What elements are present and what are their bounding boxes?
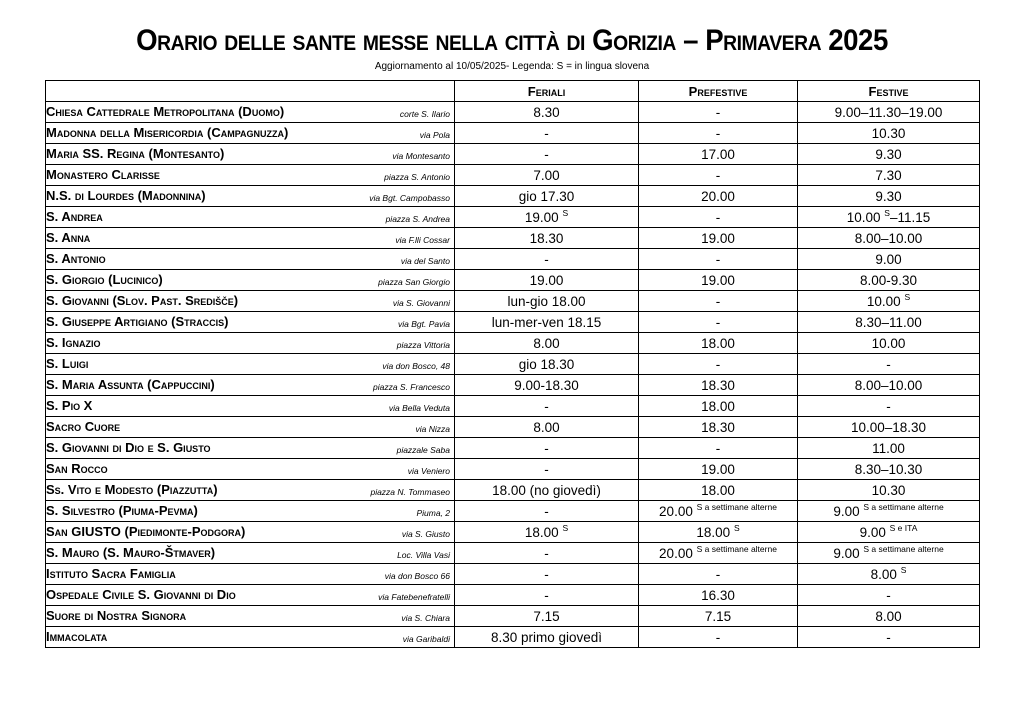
festive-cell	[798, 291, 980, 312]
festive-time: 9.00	[859, 524, 886, 540]
feriali-note: S	[562, 207, 569, 218]
prefestive-time: -	[715, 104, 721, 120]
church-cell	[46, 291, 455, 312]
church-cell	[46, 459, 455, 480]
prefestive-cell	[639, 522, 798, 543]
feriali-time: -	[544, 146, 549, 162]
festive-time: 8.00–10.00	[854, 377, 923, 393]
festive-time: 9.00	[833, 545, 860, 561]
festive-time: 8.30–10.30	[854, 461, 923, 477]
prefestive-cell	[639, 606, 798, 627]
feriali-time: lun-gio 18.00	[507, 293, 586, 309]
church-address: via Garibaldi	[402, 634, 450, 644]
festive-cell	[798, 585, 980, 606]
festive-cell	[798, 480, 980, 501]
church-address: via Veniero	[407, 466, 450, 476]
feriali-cell	[455, 270, 639, 291]
church-name: N.S. di Lourdes (Madonnina)	[46, 188, 206, 203]
table-row	[46, 249, 980, 270]
church-cell	[46, 396, 455, 417]
table-row	[46, 312, 980, 333]
festive-note: S	[904, 291, 911, 302]
church-address: piazza S. Francesco	[372, 382, 450, 392]
feriali-cell	[455, 501, 639, 522]
festive-cell	[798, 522, 980, 543]
feriali-cell	[455, 207, 639, 228]
church-cell	[46, 480, 455, 501]
church-cell	[46, 165, 455, 186]
church-cell	[46, 522, 455, 543]
festive-cell	[798, 333, 980, 354]
church-cell	[46, 606, 455, 627]
church-name: S. Giuseppe Artigiano (Straccis)	[46, 314, 229, 329]
prefestive-time: 19.00	[701, 272, 735, 288]
prefestive-note: S a settimane alterne	[696, 543, 777, 554]
church-address: via don Bosco, 48	[382, 361, 450, 371]
festive-time-extra: –11.15	[889, 209, 931, 225]
table-body	[46, 102, 980, 648]
church-name: S. Pio X	[46, 398, 93, 413]
column-header-festive: Festive	[798, 81, 980, 102]
church-cell	[46, 438, 455, 459]
festive-cell	[798, 102, 980, 123]
festive-cell	[798, 207, 980, 228]
feriali-time: -	[544, 251, 549, 267]
feriali-time: -	[544, 125, 549, 141]
festive-time: 10.00	[846, 209, 881, 225]
page-subtitle: Aggiornamento al 10/05/2025- Legenda: S = in lingua slovena	[374, 61, 650, 72]
feriali-time: 8.00	[533, 335, 560, 351]
table-row	[46, 438, 980, 459]
prefestive-time: 19.00	[701, 230, 735, 246]
feriali-cell	[455, 165, 639, 186]
church-address: via don Bosco 66	[384, 571, 450, 581]
festive-cell	[798, 186, 980, 207]
feriali-cell	[455, 291, 639, 312]
festive-cell	[798, 627, 980, 648]
prefestive-time: 18.00	[701, 482, 735, 498]
header-row	[46, 81, 980, 102]
festive-cell	[798, 606, 980, 627]
church-cell	[46, 186, 455, 207]
feriali-time: -	[544, 587, 549, 603]
column-header-church	[46, 81, 455, 102]
mass-schedule-table	[45, 80, 980, 648]
church-address: via Bgt. Pavia	[398, 319, 450, 329]
table-row	[46, 291, 980, 312]
feriali-time: -	[544, 461, 549, 477]
table-row	[46, 480, 980, 501]
church-address: piazzale Saba	[396, 445, 450, 455]
church-address: via S. Giovanni	[392, 298, 450, 308]
feriali-cell	[455, 438, 639, 459]
church-cell	[46, 249, 455, 270]
feriali-cell	[455, 522, 639, 543]
church-address: piazza S. Antonio	[384, 172, 450, 182]
festive-cell	[798, 543, 980, 564]
church-address: via Bella Veduta	[388, 403, 450, 413]
feriali-time: 8.30 primo giovedì	[490, 629, 603, 645]
table-row	[46, 459, 980, 480]
festive-time: -	[886, 356, 891, 372]
prefestive-cell	[639, 543, 798, 564]
prefestive-cell	[639, 186, 798, 207]
festive-cell	[798, 375, 980, 396]
festive-cell	[798, 123, 980, 144]
festive-cell	[798, 312, 980, 333]
table-row	[46, 543, 980, 564]
prefestive-time: 20.00	[701, 188, 735, 204]
table-row	[46, 396, 980, 417]
prefestive-cell	[639, 228, 798, 249]
prefestive-time: 18.30	[701, 419, 735, 435]
prefestive-time: 18.00	[701, 398, 735, 414]
prefestive-cell	[639, 270, 798, 291]
festive-time: 8.30–11.00	[855, 314, 922, 330]
feriali-time: 8.00	[533, 419, 560, 435]
church-cell	[46, 207, 455, 228]
feriali-cell	[455, 480, 639, 501]
table-row	[46, 627, 980, 648]
table-row	[46, 165, 980, 186]
festive-time: -	[886, 629, 891, 645]
table-row	[46, 270, 980, 291]
festive-time: 9.30	[875, 146, 902, 162]
church-name: San Rocco	[46, 461, 108, 476]
festive-cell	[798, 354, 980, 375]
festive-cell	[798, 249, 980, 270]
feriali-time: -	[544, 440, 549, 456]
church-address: via del Santo	[400, 256, 450, 266]
feriali-note: S	[562, 522, 569, 533]
feriali-time: 19.00	[529, 272, 564, 288]
feriali-time: -	[544, 545, 549, 561]
feriali-cell	[455, 102, 639, 123]
feriali-cell	[455, 228, 639, 249]
feriali-time: 18.30	[529, 230, 564, 246]
church-name: S. Ignazio	[46, 335, 101, 350]
festive-cell	[798, 417, 980, 438]
festive-cell	[798, 501, 980, 522]
church-address: via F.lli Cossar	[395, 235, 450, 245]
prefestive-time: 20.00	[659, 545, 693, 561]
prefestive-cell	[639, 396, 798, 417]
feriali-cell	[455, 627, 639, 648]
feriali-cell	[455, 144, 639, 165]
church-cell	[46, 102, 455, 123]
table-row	[46, 333, 980, 354]
prefestive-cell	[639, 333, 798, 354]
feriali-time: 18.00 (no giovedì)	[492, 482, 601, 498]
church-cell	[46, 543, 455, 564]
feriali-cell	[455, 459, 639, 480]
prefestive-time: 20.00	[659, 503, 693, 519]
festive-time: 10.30	[871, 125, 906, 141]
church-cell	[46, 375, 455, 396]
church-name: S. Andrea	[46, 209, 103, 224]
church-address: piazza N. Tommaseo	[370, 487, 450, 497]
prefestive-cell	[639, 123, 798, 144]
prefestive-time: -	[715, 167, 721, 183]
festive-cell	[798, 438, 980, 459]
church-address: via Bgt. Campobasso	[369, 193, 450, 203]
table-row	[46, 501, 980, 522]
feriali-cell	[455, 333, 639, 354]
prefestive-cell	[639, 144, 798, 165]
church-name: Madonna della Misericordia (Campagnuzza)	[46, 125, 289, 140]
column-header-feriali: Feriali	[455, 81, 639, 102]
feriali-time: -	[544, 566, 549, 582]
church-name: Sacro Cuore	[46, 419, 121, 434]
table-row	[46, 606, 980, 627]
prefestive-cell	[639, 249, 798, 270]
church-address: piazza San Giorgio	[378, 277, 450, 287]
feriali-cell	[455, 375, 639, 396]
feriali-cell	[455, 543, 639, 564]
festive-time: 8.00	[875, 608, 902, 624]
church-name: Immacolata	[46, 629, 108, 644]
prefestive-time: -	[715, 314, 721, 330]
feriali-cell	[455, 585, 639, 606]
prefestive-time: 19.00	[701, 461, 735, 477]
church-name: S. Giorgio (Lucinico)	[46, 272, 163, 287]
table-row	[46, 375, 980, 396]
church-address: via S. Giusto	[401, 529, 450, 539]
prefestive-cell	[639, 207, 798, 228]
festive-cell	[798, 270, 980, 291]
festive-time: 11.00	[872, 440, 905, 456]
church-name: Monastero Clarisse	[46, 167, 160, 182]
church-cell	[46, 123, 455, 144]
table-row	[46, 564, 980, 585]
prefestive-time: -	[715, 356, 721, 372]
prefestive-note: S a settimane alterne	[696, 501, 777, 512]
prefestive-time: 16.30	[701, 587, 735, 603]
prefestive-time: -	[715, 209, 721, 225]
festive-time: 9.30	[875, 188, 902, 204]
prefestive-cell	[639, 438, 798, 459]
prefestive-time: 17.00	[701, 146, 735, 162]
prefestive-cell	[639, 375, 798, 396]
church-name: Maria SS. Regina (Montesanto)	[46, 146, 225, 161]
church-cell	[46, 564, 455, 585]
church-cell	[46, 333, 455, 354]
prefestive-note: S	[733, 522, 740, 533]
church-name: Ospedale Civile S. Giovanni di Dio	[46, 587, 236, 602]
festive-time: 9.00	[875, 251, 902, 267]
church-address: via Montesanto	[392, 151, 450, 161]
feriali-cell	[455, 417, 639, 438]
prefestive-cell	[639, 480, 798, 501]
festive-cell	[798, 165, 980, 186]
feriali-time: -	[544, 398, 549, 414]
church-name: Istituto Sacra Famiglia	[46, 566, 176, 581]
festive-note: S a settimane alterne	[863, 543, 944, 554]
festive-time: 7.30	[875, 167, 902, 183]
church-name: S. Giovanni di Dio e S. Giusto	[46, 440, 211, 455]
prefestive-cell	[639, 627, 798, 648]
church-address: via Nizza	[415, 424, 450, 434]
feriali-time: lun-mer-ven 18.15	[491, 314, 602, 330]
prefestive-cell	[639, 165, 798, 186]
table-row	[46, 354, 980, 375]
church-cell	[46, 270, 455, 291]
festive-time: 10.30	[871, 482, 906, 498]
feriali-cell	[455, 354, 639, 375]
prefestive-cell	[639, 354, 798, 375]
prefestive-time: -	[715, 125, 721, 141]
festive-cell	[798, 564, 980, 585]
prefestive-cell	[639, 417, 798, 438]
festive-cell	[798, 459, 980, 480]
festive-time: 10.00–18.30	[850, 419, 927, 435]
feriali-time: gio 17.30	[518, 188, 575, 204]
feriali-time: 7.00	[533, 167, 560, 183]
church-cell	[46, 354, 455, 375]
prefestive-time: 7.15	[704, 608, 732, 624]
table-row	[46, 102, 980, 123]
feriali-cell	[455, 249, 639, 270]
church-name: S. Luigi	[46, 356, 89, 371]
feriali-time: 9.00-18.30	[514, 377, 579, 393]
church-address: Loc. Villa Vasi	[397, 550, 450, 560]
festive-time: 9.00	[833, 503, 860, 519]
festive-cell	[798, 396, 980, 417]
table-row	[46, 585, 980, 606]
church-name: S. Maria Assunta (Cappuccini)	[46, 377, 215, 392]
festive-note: S	[900, 564, 907, 575]
church-cell	[46, 312, 455, 333]
prefestive-cell	[639, 102, 798, 123]
festive-time: 8.00–10.00	[854, 230, 923, 246]
prefestive-time: -	[715, 566, 721, 582]
festive-time: -	[886, 587, 891, 603]
festive-time: 8.00-9.30	[859, 272, 918, 288]
feriali-time: gio 18.30	[518, 356, 575, 372]
feriali-cell	[455, 606, 639, 627]
table-row	[46, 522, 980, 543]
festive-note: S e ITA	[889, 522, 918, 533]
feriali-time: 18.00	[524, 524, 559, 540]
festive-time: 10.00	[871, 335, 906, 351]
festive-time: 10.00	[866, 293, 901, 309]
church-address: Piuma, 2	[416, 508, 450, 518]
prefestive-time: -	[715, 293, 721, 309]
prefestive-time: 18.30	[701, 377, 735, 393]
feriali-cell	[455, 564, 639, 585]
church-address: piazza Vittoria	[396, 340, 450, 350]
festive-time: 9.00–11.30–19.00	[834, 104, 943, 120]
church-name: San GIUSTO (Piedimonte-Podgora)	[46, 524, 246, 539]
prefestive-cell	[639, 564, 798, 585]
festive-time: -	[886, 398, 891, 414]
prefestive-cell	[639, 501, 798, 522]
prefestive-time: -	[715, 440, 721, 456]
table-row	[46, 228, 980, 249]
feriali-cell	[455, 396, 639, 417]
church-cell	[46, 228, 455, 249]
church-name: S. Anna	[46, 230, 91, 245]
festive-note: S a settimane alterne	[863, 501, 944, 512]
church-cell	[46, 144, 455, 165]
prefestive-time: 18.00	[696, 524, 731, 540]
page-title: Orario delle sante messe nella città di Gorizia – Primavera 2025	[136, 24, 888, 57]
church-address: piazza S. Andrea	[385, 214, 450, 224]
church-name: Ss. Vito e Modesto (Piazzutta)	[46, 482, 218, 497]
table-row	[46, 123, 980, 144]
feriali-cell	[455, 186, 639, 207]
church-name: S. Silvestro (Piuma-Pevma)	[46, 503, 198, 518]
prefestive-cell	[639, 459, 798, 480]
prefestive-cell	[639, 312, 798, 333]
prefestive-time: -	[715, 251, 721, 267]
feriali-time: 7.15	[533, 608, 560, 624]
table-row	[46, 207, 980, 228]
table-row	[46, 417, 980, 438]
church-address: via S. Chiara	[401, 613, 450, 623]
church-cell	[46, 501, 455, 522]
church-name: S. Antonio	[46, 251, 106, 266]
festive-time: 8.00	[870, 566, 897, 582]
church-name: Chiesa Cattedrale Metropolitana (Duomo)	[46, 104, 285, 119]
church-cell	[46, 585, 455, 606]
church-cell	[46, 627, 455, 648]
table-row	[46, 186, 980, 207]
church-cell	[46, 417, 455, 438]
church-name: S. Giovanni (Slov. Past. Središče)	[46, 293, 239, 308]
festive-cell	[798, 228, 980, 249]
feriali-time: 19.00	[524, 209, 559, 225]
prefestive-cell	[639, 585, 798, 606]
church-name: S. Mauro (S. Mauro-Štmaver)	[46, 545, 216, 560]
feriali-cell	[455, 123, 639, 144]
feriali-time: -	[544, 503, 549, 519]
church-address: via Fatebenefratelli	[378, 592, 450, 602]
church-address: corte S. Ilario	[399, 109, 450, 119]
feriali-cell	[455, 312, 639, 333]
prefestive-time: 18.00	[701, 335, 735, 351]
festive-note: S	[884, 207, 890, 218]
church-address: via Pola	[419, 130, 450, 140]
prefestive-time: -	[715, 629, 721, 645]
table-row	[46, 144, 980, 165]
column-header-prefestive: Prefestive	[639, 81, 798, 102]
prefestive-cell	[639, 291, 798, 312]
festive-cell	[798, 144, 980, 165]
feriali-time: 8.30	[533, 104, 560, 120]
church-name: Suore di Nostra Signora	[46, 608, 187, 623]
